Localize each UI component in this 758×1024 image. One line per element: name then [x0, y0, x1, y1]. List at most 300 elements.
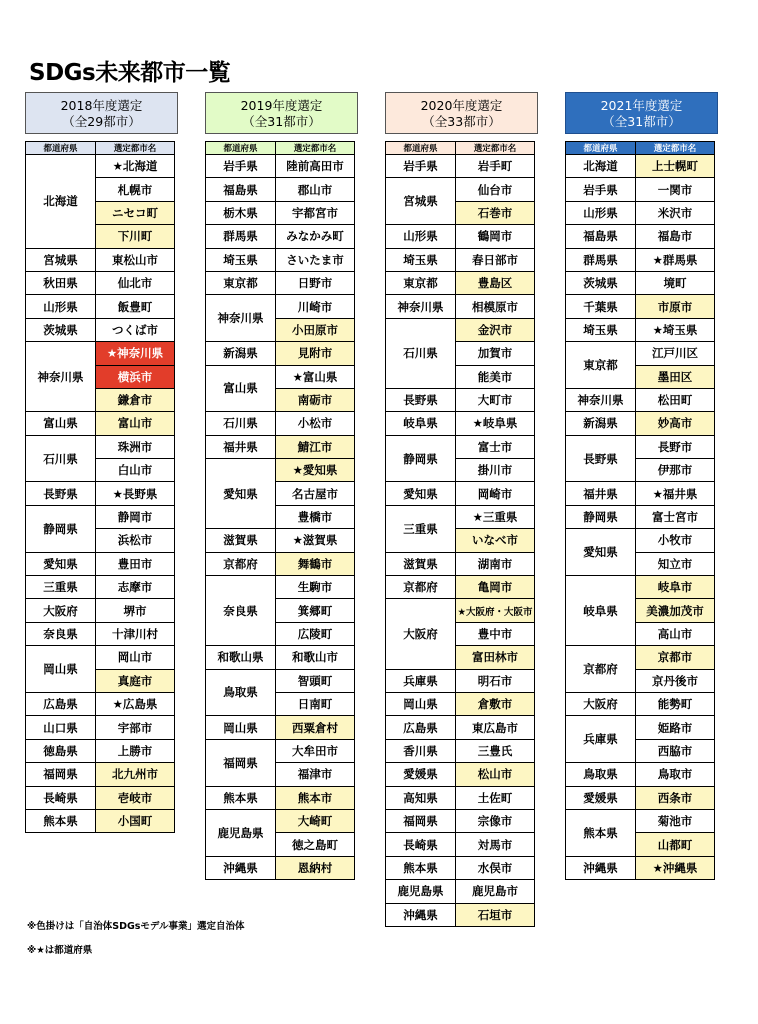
prefecture-cell: 北海道	[26, 155, 96, 249]
prefecture-cell: 神奈川県	[206, 295, 276, 342]
city-cell: ★三重県	[456, 505, 535, 528]
prefecture-cell: 福島県	[566, 225, 636, 248]
city-cell: 川崎市	[276, 295, 355, 318]
prefecture-cell: 福岡県	[386, 809, 456, 832]
year-label: 2020年度選定	[420, 98, 503, 113]
table-row	[206, 365, 355, 388]
city-cell: 掛川市	[456, 459, 535, 482]
pref-column-header: 都道府県	[566, 142, 636, 155]
year-label: 2019年度選定	[240, 98, 323, 113]
prefecture-cell: 愛媛県	[566, 786, 636, 809]
table-row	[386, 412, 535, 435]
prefecture-cell: 群馬県	[206, 225, 276, 248]
prefecture-cell: 福井県	[566, 482, 636, 505]
table-row	[386, 435, 535, 458]
prefecture-cell: 京都府	[386, 576, 456, 599]
city-cell: 仙台市	[456, 178, 535, 201]
table-row	[206, 552, 355, 575]
prefecture-cell: 神奈川県	[566, 388, 636, 411]
city-cell: 美濃加茂市	[636, 599, 715, 622]
city-cell: 京丹後市	[636, 669, 715, 692]
prefecture-cell: 鹿児島県	[206, 809, 276, 856]
city-cell: ★沖縄県	[636, 856, 715, 879]
table-row	[26, 505, 175, 528]
city-cell: 日野市	[276, 271, 355, 294]
prefecture-cell: 京都府	[566, 646, 636, 693]
prefecture-cell: 千葉県	[566, 295, 636, 318]
prefecture-cell: 東京都	[386, 271, 456, 294]
prefecture-cell: 石川県	[206, 412, 276, 435]
prefecture-cell: 福井県	[206, 435, 276, 458]
city-cell: 松山市	[456, 763, 535, 786]
table-row	[206, 225, 355, 248]
city-cell: 熊本市	[276, 786, 355, 809]
prefecture-cell: 三重県	[26, 576, 96, 599]
prefecture-cell: 愛知県	[206, 459, 276, 529]
city-cell: 見附市	[276, 342, 355, 365]
prefecture-cell: 新潟県	[566, 412, 636, 435]
city-cell: 墨田区	[636, 365, 715, 388]
city-cell: つくば市	[96, 318, 175, 341]
table-row	[566, 435, 715, 458]
page-title: SDGs未来都市一覧	[29, 60, 231, 86]
table-row	[386, 388, 535, 411]
city-cell: ★広島県	[96, 692, 175, 715]
table-row	[206, 412, 355, 435]
table-row	[206, 155, 355, 178]
table-row	[26, 809, 175, 832]
table-row	[386, 809, 535, 832]
pref-column-header: 都道府県	[386, 142, 456, 155]
prefecture-cell: 新潟県	[206, 342, 276, 365]
city-cell: 一関市	[636, 178, 715, 201]
prefecture-cell: 滋賀県	[206, 529, 276, 552]
prefecture-cell: 静岡県	[26, 505, 96, 552]
city-cell: ★大阪府・大阪市	[456, 599, 535, 622]
prefecture-cell: 岩手県	[206, 155, 276, 178]
table-row	[206, 248, 355, 271]
prefecture-cell: 岡山県	[206, 716, 276, 739]
table-row	[386, 903, 535, 926]
city-cell: 十津川村	[96, 622, 175, 645]
table-row	[26, 599, 175, 622]
city-cell: 富田林市	[456, 646, 535, 669]
city-cell: 松田町	[636, 388, 715, 411]
table-row	[566, 295, 715, 318]
city-cell: 富士宮市	[636, 505, 715, 528]
city-cell: 鯖江市	[276, 435, 355, 458]
table-row	[386, 833, 535, 856]
prefecture-cell: 鳥取県	[206, 669, 276, 716]
table-2020	[385, 141, 535, 927]
city-cell: 亀岡市	[456, 576, 535, 599]
city-cell: 宇部市	[96, 716, 175, 739]
city-cell: 小松市	[276, 412, 355, 435]
city-cell: 市原市	[636, 295, 715, 318]
prefecture-cell: 滋賀県	[386, 552, 456, 575]
table-row	[386, 576, 535, 599]
prefecture-cell: 沖縄県	[386, 903, 456, 926]
city-cell: 倉敷市	[456, 692, 535, 715]
city-cell: ニセコ町	[96, 201, 175, 224]
city-cell: 小国町	[96, 809, 175, 832]
city-cell: 京都市	[636, 646, 715, 669]
table-row	[386, 155, 535, 178]
table-row	[566, 412, 715, 435]
prefecture-cell: 東京都	[206, 271, 276, 294]
city-cell: 江戸川区	[636, 342, 715, 365]
prefecture-cell: 宮城県	[386, 178, 456, 225]
prefecture-cell: 大阪府	[566, 692, 636, 715]
city-column-header: 選定都市名	[636, 142, 715, 155]
prefecture-cell: 秋田県	[26, 271, 96, 294]
city-cell: 金沢市	[456, 318, 535, 341]
table-row	[386, 763, 535, 786]
prefecture-cell: 福岡県	[206, 739, 276, 786]
prefecture-cell: 岡山県	[26, 646, 96, 693]
city-cell: 鳥取市	[636, 763, 715, 786]
city-cell: 加賀市	[456, 342, 535, 365]
prefecture-cell: 山形県	[386, 225, 456, 248]
city-cell: 土佐町	[456, 786, 535, 809]
city-cell: 鎌倉市	[96, 388, 175, 411]
city-cell: 和歌山市	[276, 646, 355, 669]
table-row	[26, 248, 175, 271]
city-cell: 陸前高田市	[276, 155, 355, 178]
city-cell: いなべ市	[456, 529, 535, 552]
city-cell: 米沢市	[636, 201, 715, 224]
city-cell: 堺市	[96, 599, 175, 622]
column-header-row	[386, 142, 535, 155]
city-cell: 西粟倉村	[276, 716, 355, 739]
city-cell: 豊中市	[456, 622, 535, 645]
city-cell: ★群馬県	[636, 248, 715, 271]
city-cell: 智頭町	[276, 669, 355, 692]
table-row	[386, 716, 535, 739]
city-cell: 日南町	[276, 692, 355, 715]
table-row	[566, 342, 715, 365]
city-cell: 上勝市	[96, 739, 175, 762]
prefecture-cell: 北海道	[566, 155, 636, 178]
table-row	[566, 178, 715, 201]
city-cell: 湖南市	[456, 552, 535, 575]
table-row	[386, 225, 535, 248]
prefecture-cell: 岐阜県	[386, 412, 456, 435]
table-row	[386, 599, 535, 622]
prefecture-cell: 岐阜県	[566, 576, 636, 646]
prefecture-cell: 長野県	[566, 435, 636, 482]
city-cell: 小田原市	[276, 318, 355, 341]
table-row	[26, 342, 175, 365]
city-cell: ★神奈川県	[96, 342, 175, 365]
table-row	[566, 225, 715, 248]
prefecture-cell: 広島県	[26, 692, 96, 715]
table-row	[566, 763, 715, 786]
prefecture-cell: 熊本県	[386, 856, 456, 879]
note-star: ※★は都道府県	[27, 945, 93, 956]
table-row	[26, 576, 175, 599]
table-row	[26, 435, 175, 458]
table-row	[26, 482, 175, 505]
city-cell: 小牧市	[636, 529, 715, 552]
prefecture-cell: 静岡県	[386, 435, 456, 482]
table-row	[566, 318, 715, 341]
city-cell: 鶴岡市	[456, 225, 535, 248]
table-row	[386, 178, 535, 201]
prefecture-cell: 長野県	[26, 482, 96, 505]
prefecture-cell: 奈良県	[206, 576, 276, 646]
table-row	[386, 318, 535, 341]
prefecture-cell: 埼玉県	[206, 248, 276, 271]
table-row	[386, 880, 535, 903]
prefecture-cell: 徳島県	[26, 739, 96, 762]
prefecture-cell: 埼玉県	[386, 248, 456, 271]
table-row	[206, 646, 355, 669]
prefecture-cell: 静岡県	[566, 505, 636, 528]
table-row	[26, 786, 175, 809]
city-cell: ★岐阜県	[456, 412, 535, 435]
prefecture-cell: 奈良県	[26, 622, 96, 645]
city-cell: 静岡市	[96, 505, 175, 528]
table-row	[206, 459, 355, 482]
city-cell: 下川町	[96, 225, 175, 248]
prefecture-cell: 福岡県	[26, 763, 96, 786]
prefecture-cell: 愛知県	[566, 529, 636, 576]
table-row	[206, 342, 355, 365]
table-row	[206, 435, 355, 458]
prefecture-cell: 京都府	[206, 552, 276, 575]
prefecture-cell: 香川県	[386, 739, 456, 762]
table-row	[26, 155, 175, 178]
city-cell: 志摩市	[96, 576, 175, 599]
prefecture-cell: 岩手県	[386, 155, 456, 178]
city-cell: 福津市	[276, 763, 355, 786]
city-cell: 妙高市	[636, 412, 715, 435]
prefecture-cell: 茨城県	[566, 271, 636, 294]
table-row	[566, 856, 715, 879]
prefecture-cell: 山形県	[566, 201, 636, 224]
city-cell: 徳之島町	[276, 833, 355, 856]
year-label: 2018年度選定	[60, 98, 143, 113]
prefecture-cell: 和歌山県	[206, 646, 276, 669]
table-row	[206, 856, 355, 879]
prefecture-cell: 栃木県	[206, 201, 276, 224]
table-row	[206, 271, 355, 294]
table-row	[206, 529, 355, 552]
table-row	[566, 155, 715, 178]
year-count: （全29都市）	[62, 114, 141, 129]
prefecture-cell: 神奈川県	[386, 295, 456, 318]
table-row	[206, 576, 355, 599]
prefecture-cell: 茨城県	[26, 318, 96, 341]
city-cell: 山都町	[636, 833, 715, 856]
year-header-2018	[25, 92, 178, 134]
table-2021	[565, 141, 715, 880]
prefecture-cell: 兵庫県	[386, 669, 456, 692]
prefecture-cell: 埼玉県	[566, 318, 636, 341]
table-row	[386, 482, 535, 505]
prefecture-cell: 岡山県	[386, 692, 456, 715]
table-row	[26, 646, 175, 669]
prefecture-cell: 石川県	[26, 435, 96, 482]
prefecture-cell: 鹿児島県	[386, 880, 456, 903]
city-cell: 大崎町	[276, 809, 355, 832]
table-row	[386, 295, 535, 318]
city-cell: 東広島市	[456, 716, 535, 739]
table-row	[206, 201, 355, 224]
table-row	[566, 529, 715, 552]
table-row	[206, 786, 355, 809]
prefecture-cell: 愛媛県	[386, 763, 456, 786]
table-row	[566, 482, 715, 505]
city-cell: 境町	[636, 271, 715, 294]
prefecture-cell: 岩手県	[566, 178, 636, 201]
table-row	[206, 809, 355, 832]
city-cell: 春日部市	[456, 248, 535, 271]
city-cell: 上士幌町	[636, 155, 715, 178]
city-cell: 岐阜市	[636, 576, 715, 599]
city-cell: 菊池市	[636, 809, 715, 832]
table-2019	[205, 141, 355, 880]
table-row	[566, 248, 715, 271]
table-row	[386, 271, 535, 294]
table-row	[206, 716, 355, 739]
year-header-2020	[385, 92, 538, 134]
year-count: （全31都市）	[602, 114, 681, 129]
prefecture-cell: 兵庫県	[566, 716, 636, 763]
city-cell: 水俣市	[456, 856, 535, 879]
column-header-row	[26, 142, 175, 155]
table-row	[566, 576, 715, 599]
city-cell: ★北海道	[96, 155, 175, 178]
city-cell: 能美市	[456, 365, 535, 388]
prefecture-cell: 長崎県	[26, 786, 96, 809]
year-label: 2021年度選定	[600, 98, 683, 113]
year-header-2019	[205, 92, 358, 134]
city-cell: みなかみ町	[276, 225, 355, 248]
prefecture-cell: 熊本県	[566, 809, 636, 856]
city-cell: 大町市	[456, 388, 535, 411]
table-row	[386, 669, 535, 692]
table-row	[26, 622, 175, 645]
table-row	[566, 201, 715, 224]
city-column-header: 選定都市名	[96, 142, 175, 155]
city-cell: 石垣市	[456, 903, 535, 926]
city-cell: 西条市	[636, 786, 715, 809]
city-cell: 札幌市	[96, 178, 175, 201]
table-row	[386, 505, 535, 528]
city-cell: 姫路市	[636, 716, 715, 739]
table-row	[26, 552, 175, 575]
city-cell: 南砺市	[276, 388, 355, 411]
city-cell: 三豊氏	[456, 739, 535, 762]
city-cell: 福島市	[636, 225, 715, 248]
city-cell: 飯豊町	[96, 295, 175, 318]
table-row	[566, 271, 715, 294]
pref-column-header: 都道府県	[26, 142, 96, 155]
table-row	[566, 692, 715, 715]
table-row	[26, 716, 175, 739]
city-cell: 仙北市	[96, 271, 175, 294]
table-row	[206, 295, 355, 318]
city-cell: 東松山市	[96, 248, 175, 271]
city-cell: さいたま市	[276, 248, 355, 271]
table-row	[26, 763, 175, 786]
table-row	[26, 271, 175, 294]
table-row	[26, 412, 175, 435]
city-cell: 北九州市	[96, 763, 175, 786]
city-cell: 横浜市	[96, 365, 175, 388]
city-cell: ★長野県	[96, 482, 175, 505]
table-row	[26, 295, 175, 318]
city-cell: 浜松市	[96, 529, 175, 552]
city-cell: 豊田市	[96, 552, 175, 575]
prefecture-cell: 熊本県	[26, 809, 96, 832]
city-cell: 富士市	[456, 435, 535, 458]
prefecture-cell: 高知県	[386, 786, 456, 809]
table-row	[386, 692, 535, 715]
city-cell: 伊那市	[636, 459, 715, 482]
prefecture-cell: 大阪府	[26, 599, 96, 622]
city-cell: 富山市	[96, 412, 175, 435]
city-cell: 恩納村	[276, 856, 355, 879]
table-row	[566, 646, 715, 669]
prefecture-cell: 三重県	[386, 505, 456, 552]
city-cell: 豊島区	[456, 271, 535, 294]
city-cell: 箕郷町	[276, 599, 355, 622]
city-cell: ★埼玉県	[636, 318, 715, 341]
column-header-row	[566, 142, 715, 155]
prefecture-cell: 長崎県	[386, 833, 456, 856]
prefecture-cell: 愛知県	[26, 552, 96, 575]
prefecture-cell: 神奈川県	[26, 342, 96, 412]
prefecture-cell: 鳥取県	[566, 763, 636, 786]
city-cell: 広陵町	[276, 622, 355, 645]
city-cell: 壱岐市	[96, 786, 175, 809]
city-cell: 石巻市	[456, 201, 535, 224]
city-cell: 舞鶴市	[276, 552, 355, 575]
table-2018	[25, 141, 175, 833]
prefecture-cell: 宮城県	[26, 248, 96, 271]
note-highlight: ※色掛けは「自治体SDGsモデル事業」選定自治体	[27, 921, 245, 932]
city-cell: ★富山県	[276, 365, 355, 388]
prefecture-cell: 沖縄県	[566, 856, 636, 879]
prefecture-cell: 群馬県	[566, 248, 636, 271]
prefecture-cell: 熊本県	[206, 786, 276, 809]
table-row	[386, 786, 535, 809]
year-count: （全31都市）	[242, 114, 321, 129]
table-row	[26, 739, 175, 762]
prefecture-cell: 長野県	[386, 388, 456, 411]
city-cell: 高山市	[636, 622, 715, 645]
city-cell: 能勢町	[636, 692, 715, 715]
table-row	[566, 809, 715, 832]
prefecture-cell: 大阪府	[386, 599, 456, 669]
prefecture-cell: 石川県	[386, 318, 456, 388]
city-cell: 明石市	[456, 669, 535, 692]
city-cell: 対馬市	[456, 833, 535, 856]
city-cell: 宗像市	[456, 809, 535, 832]
city-cell: 岡崎市	[456, 482, 535, 505]
city-cell: 宇都宮市	[276, 201, 355, 224]
prefecture-cell: 東京都	[566, 342, 636, 389]
city-cell: 西脇市	[636, 739, 715, 762]
city-column-header: 選定都市名	[456, 142, 535, 155]
prefecture-cell: 山形県	[26, 295, 96, 318]
city-cell: 岩手町	[456, 155, 535, 178]
prefecture-cell: 富山県	[26, 412, 96, 435]
table-row	[206, 178, 355, 201]
